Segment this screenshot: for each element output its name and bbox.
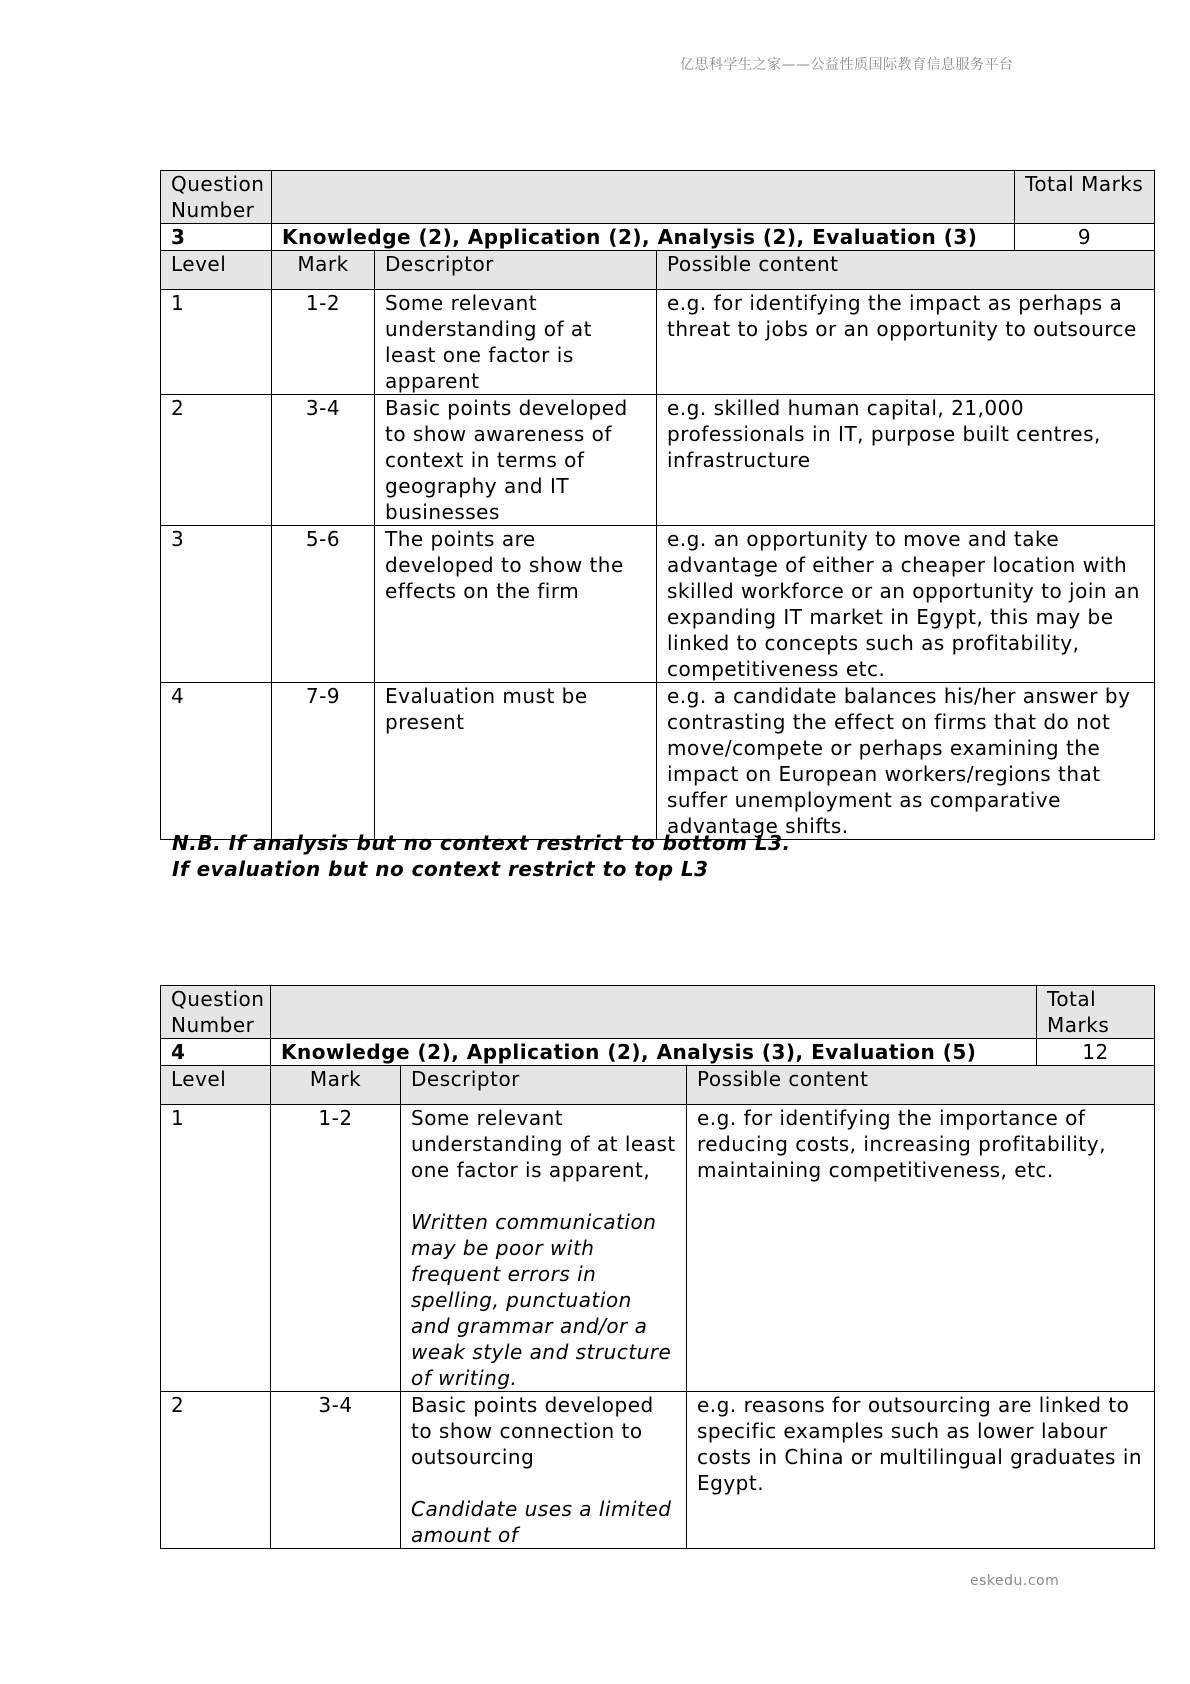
mark-scheme-table-q4: [160, 985, 1155, 1549]
row-mark: 3-4: [272, 395, 375, 526]
table-row: [161, 526, 1155, 683]
row-mark: 1-2: [271, 1105, 401, 1392]
row-mark: 3-4: [271, 1392, 401, 1549]
table-row: [161, 290, 1155, 395]
row-content: e.g. a candidate balances his/her answer by contrasting the effect on firms that do not move/compete or perhaps examining the impact on European workers/regions that suffer unemployment as comparative advantage shifts.: [657, 683, 1155, 840]
table-row: [161, 1392, 1155, 1549]
col-mark-header: Mark: [272, 251, 375, 290]
row-level: 4: [161, 683, 272, 840]
marking-note-line-1: N.B. If analysis but no context restrict to bottom L3.: [172, 831, 791, 855]
total-marks: 9: [1015, 224, 1155, 251]
row-content: e.g. for identifying the importance of reducing costs, increasing profitability, maintaining competitiveness, etc.: [687, 1105, 1155, 1392]
header-site-name: 亿思科学生之家——公益性质国际教育信息服务平台: [680, 57, 1014, 73]
row-descriptor: Basic points developed to show awareness of context in terms of geography and IT businesses: [375, 395, 657, 526]
col-descriptor-header: Descriptor: [375, 251, 657, 290]
row-level: 1: [161, 1105, 271, 1392]
table-row: [161, 1105, 1155, 1392]
table-row: [161, 395, 1155, 526]
row-descriptor-qwc: Candidate uses a limited amount of: [411, 1497, 672, 1547]
col-level-header: Level: [161, 251, 272, 290]
total-marks-header: Total Marks: [1015, 171, 1155, 224]
row-descriptor-qwc: Written communication may be poor with frequent errors in spelling, punctuation and grammar and/or a weak style and structure of writing.: [411, 1210, 672, 1390]
row-content: e.g. reasons for outsourcing are linked to specific examples such as lower labour costs in China or multilingual graduates in Egypt.: [687, 1392, 1155, 1549]
row-descriptor-cell: [401, 1105, 687, 1392]
marking-note: [172, 830, 791, 882]
total-marks-header: Total Marks: [1037, 986, 1155, 1039]
row-descriptor: Some relevant understanding of at least one factor is apparent,: [411, 1106, 676, 1182]
row-descriptor: Some relevant understanding of at least one factor is apparent: [375, 290, 657, 395]
row-level: 3: [161, 526, 272, 683]
header-blank: [272, 171, 1015, 224]
row-descriptor: The points are developed to show the effects on the firm: [375, 526, 657, 683]
col-descriptor-header: Descriptor: [401, 1066, 687, 1105]
table-row: [161, 683, 1155, 840]
skills-breakdown: Knowledge (2), Application (2), Analysis (3), Evaluation (5): [271, 1039, 1037, 1066]
row-mark: 5-6: [272, 526, 375, 683]
row-content: e.g. an opportunity to move and take advantage of either a cheaper location with skilled workforce or an opportunity to join an expanding IT market in Egypt, this may be linked to concepts such as profitability, competitiveness etc.: [657, 526, 1155, 683]
col-content-header: Possible content: [687, 1066, 1155, 1105]
row-descriptor: Evaluation must be present: [375, 683, 657, 840]
row-descriptor-cell: [401, 1392, 687, 1549]
row-content: e.g. for identifying the impact as perhaps a threat to jobs or an opportunity to outsource: [657, 290, 1155, 395]
skills-breakdown: Knowledge (2), Application (2), Analysis (2), Evaluation (3): [272, 224, 1015, 251]
row-level: 1: [161, 290, 272, 395]
row-mark: 1-2: [272, 290, 375, 395]
header-blank: [271, 986, 1037, 1039]
row-mark: 7-9: [272, 683, 375, 840]
col-content-header: Possible content: [657, 251, 1155, 290]
row-content: e.g. skilled human capital, 21,000 professionals in IT, purpose built centres, infrastructure: [657, 395, 1155, 526]
total-marks: 12: [1037, 1039, 1155, 1066]
footer-site-name: eskedu.com: [970, 1573, 1060, 1589]
row-descriptor: Basic points developed to show connection to outsourcing: [411, 1393, 654, 1469]
col-mark-header: Mark: [271, 1066, 401, 1105]
marking-note-line-2: If evaluation but no context restrict to top L3: [172, 857, 709, 881]
question-number-header: Question Number: [161, 171, 272, 224]
question-number-header: Question Number: [161, 986, 271, 1039]
question-number: 3: [161, 224, 272, 251]
row-level: 2: [161, 395, 272, 526]
mark-scheme-table-q3: [160, 170, 1155, 840]
col-level-header: Level: [161, 1066, 271, 1105]
question-number: 4: [161, 1039, 271, 1066]
row-level: 2: [161, 1392, 271, 1549]
